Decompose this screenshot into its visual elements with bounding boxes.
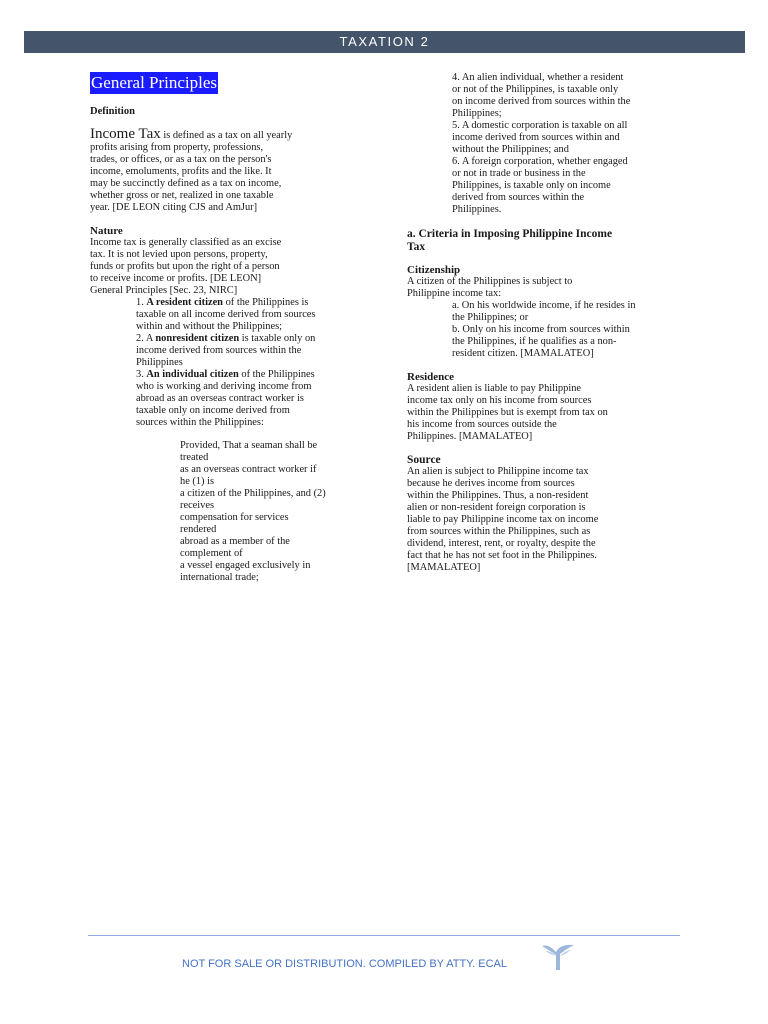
principle-line: derived from sources within the xyxy=(452,192,585,203)
principles-continued xyxy=(407,72,707,216)
principle-line: on income derived from sources within the xyxy=(452,96,631,107)
nature-line: funds or profits but upon the right of a person xyxy=(90,261,280,272)
item-emphasis: A resident citizen xyxy=(146,297,223,308)
nature-line: tax. It is not levied upon persons, property, xyxy=(90,249,268,260)
residence-line: Philippines. [MAMALATEO] xyxy=(407,431,533,442)
nature-line: Income tax is generally classified as an excise xyxy=(90,237,282,248)
income-tax-definition xyxy=(90,128,380,214)
item-emphasis: An individual citizen xyxy=(146,369,239,380)
principle-line: Philippines, is taxable only on income xyxy=(452,180,611,191)
definition-line: year. [DE LEON citing CJS and AmJur] xyxy=(90,202,258,213)
item-text: is taxable only on xyxy=(239,333,316,344)
footer-divider xyxy=(88,935,680,936)
definition-line: trades, or offices, or as a tax on the person's xyxy=(90,154,272,165)
criteria-heading-line: a. Criteria in Imposing Philippine Income xyxy=(407,228,613,240)
residence-line: income tax only on his income from sources xyxy=(407,395,592,406)
income-tax-term: Income Tax xyxy=(90,126,161,142)
item-number: 2. A xyxy=(136,333,156,344)
proviso-line: compensation for services xyxy=(180,512,289,523)
definition-line: is defined as a tax on all yearly xyxy=(160,130,293,141)
item-line: taxable only on income derived from xyxy=(136,405,290,416)
principle-line: or not of the Philippines, is taxable only xyxy=(452,84,619,95)
source-label: Source xyxy=(407,454,441,466)
proviso-line: treated xyxy=(180,452,209,463)
nature-line: to receive income or profits. [DE LEON] xyxy=(90,273,262,284)
right-column xyxy=(407,72,707,574)
residence-label: Residence xyxy=(407,371,455,383)
proviso-line: international trade; xyxy=(180,572,259,583)
principle-line: or not in trade or business in the xyxy=(452,168,586,179)
item-line: sources within the Philippines: xyxy=(136,417,264,428)
item-line: within and without the Philippines; xyxy=(136,321,283,332)
proviso-line: a citizen of the Philippines, and (2) xyxy=(180,488,326,499)
item-text: of the Philippines xyxy=(238,369,315,380)
bird-logo-icon xyxy=(540,942,576,972)
item-line: Philippines xyxy=(136,357,183,368)
seaman-proviso xyxy=(90,440,380,584)
definition-line: whether gross or net, realized in one taxable xyxy=(90,190,274,201)
citizenship-line: Philippine income tax: xyxy=(407,288,502,299)
residence-line: A resident alien is liable to pay Philippine xyxy=(407,383,582,394)
definition-line: profits arising from property, professions, xyxy=(90,142,264,153)
general-principles-list xyxy=(90,297,380,429)
principle-line: Philippines; xyxy=(452,108,502,119)
citizenship-line: A citizen of the Philippines is subject to xyxy=(407,276,573,287)
nature-label: Nature xyxy=(90,225,123,237)
principle-line: without the Philippines; and xyxy=(452,144,569,155)
source-line: dividend, interest, rent, or royalty, despite the xyxy=(407,538,596,549)
citizenship-sub-line: b. Only on his income from sources within xyxy=(452,324,630,335)
proviso-line: complement of xyxy=(180,548,243,559)
footer-text: NOT FOR SALE OR DISTRIBUTION. COMPILED BY ATTY. ECAL xyxy=(182,958,507,970)
source-line: fact that he has not set foot in the Philippines. xyxy=(407,550,597,561)
nature-line: General Principles [Sec. 23, NIRC] xyxy=(90,285,238,296)
residence-line: within the Philippines but is exempt from tax on xyxy=(407,407,608,418)
source-line: from sources within the Philippines, such as xyxy=(407,526,591,537)
citizenship-label: Citizenship xyxy=(407,264,461,276)
proviso-line: a vessel engaged exclusively in xyxy=(180,560,311,571)
principle-line: Philippines. xyxy=(452,204,502,215)
source-line: [MAMALATEO] xyxy=(407,562,481,573)
citizenship-sub-line: the Philippines, if he qualifies as a non- xyxy=(452,336,617,347)
list-item xyxy=(136,369,380,429)
source-line: An alien is subject to Philippine income tax xyxy=(407,466,589,477)
definition-line: income, emoluments, profits and the like. It xyxy=(90,166,272,177)
proviso-line: abroad as a member of the xyxy=(180,536,290,547)
header-title: TAXATION 2 xyxy=(339,34,430,49)
nature-text xyxy=(90,237,380,297)
residence-line: his income from sources outside the xyxy=(407,419,557,430)
principle-line: 4. An alien individual, whether a resident xyxy=(452,72,624,83)
citizenship-sub-line: resident citizen. [MAMALATEO] xyxy=(452,348,594,359)
citizenship-sub-line: a. On his worldwide income, if he resides in xyxy=(452,300,636,311)
document-header xyxy=(24,31,745,53)
left-column xyxy=(90,72,380,584)
list-item xyxy=(136,297,380,333)
proviso-line: receives xyxy=(180,500,215,511)
principle-line: income derived from sources within and xyxy=(452,132,620,143)
proviso-line: he (1) is xyxy=(180,476,215,487)
principle-line: 6. A foreign corporation, whether engaged xyxy=(452,156,628,167)
item-emphasis: nonresident citizen xyxy=(155,333,240,344)
proviso-line: rendered xyxy=(180,524,217,535)
source-line: alien or non-resident foreign corporation is xyxy=(407,502,586,513)
item-number: 3. xyxy=(136,369,147,380)
citizenship-sub-line: the Philippines; or xyxy=(452,312,529,323)
list-item xyxy=(136,333,380,369)
criteria-heading xyxy=(407,228,707,254)
definition-label: Definition xyxy=(90,106,135,117)
principle-line: 5. A domestic corporation is taxable on all xyxy=(452,120,628,131)
citizenship-sublist xyxy=(407,300,707,360)
item-number: 1. xyxy=(136,297,147,308)
proviso-line: Provided, That a seaman shall be xyxy=(180,440,318,451)
source-line: within the Philippines. Thus, a non-resident xyxy=(407,490,589,501)
item-line: abroad as an overseas contract worker is xyxy=(136,393,304,404)
item-line: who is working and deriving income from xyxy=(136,381,312,392)
section-title: General Principles xyxy=(91,73,218,92)
criteria-heading-line: Tax xyxy=(407,241,426,253)
proviso-line: as an overseas contract worker if xyxy=(180,464,317,475)
item-line: taxable on all income derived from sources xyxy=(136,309,316,320)
definition-line: may be succinctly defined as a tax on income, xyxy=(90,178,282,189)
item-line: income derived from sources within the xyxy=(136,345,302,356)
source-line: because he derives income from sources xyxy=(407,478,575,489)
source-line: liable to pay Philippine income tax on income xyxy=(407,514,599,525)
item-text: of the Philippines is xyxy=(222,297,309,308)
